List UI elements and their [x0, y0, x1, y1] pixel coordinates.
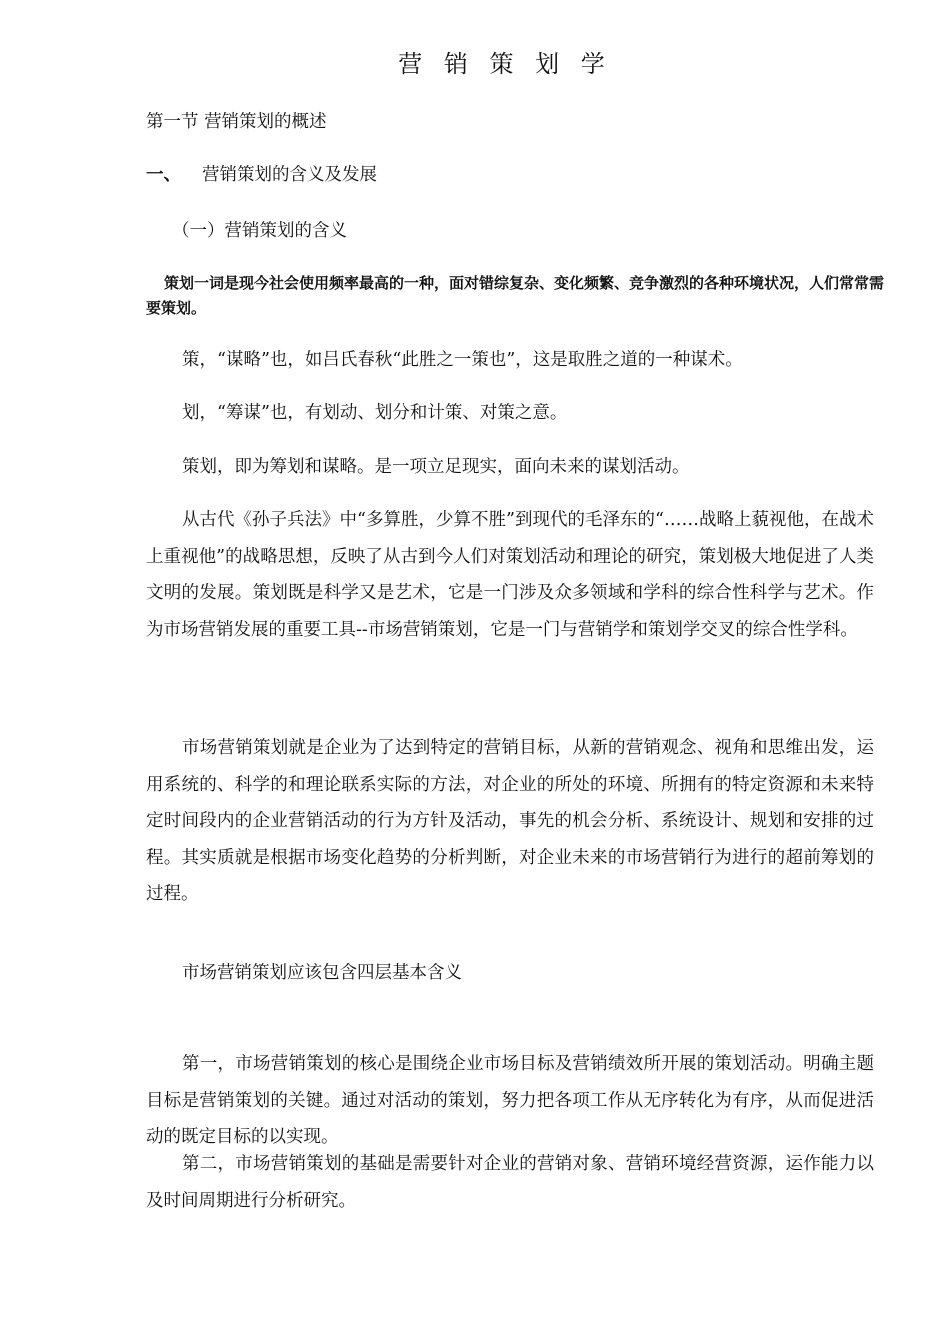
chapter-heading-number: 一、 — [146, 165, 181, 185]
paragraph: 划，“筹谋”也，有划动、划分和计策、对策之意。 — [182, 403, 568, 423]
document-title: 营 销 策 划 学 — [398, 50, 612, 78]
subsection-heading: （一）营销策划的含义 — [172, 221, 347, 241]
paragraph: 策划，即为筹划和谋略。是一项立足现实，面向未来的谋划活动。 — [182, 457, 690, 477]
chapter-heading-text: 营销策划的含义及发展 — [202, 165, 377, 185]
paragraph: 市场营销策划就是企业为了达到特定的营销目标，从新的营销观念、视角和思维出发，运用系统的、科学的和理论联系实际的方法，对企业的所处的环境、所拥有的特定资源和未来特定时间段内的企业营销活动的行为方针及活动，事先的机会分析、系统设计、规划和安排的过程。其实质就是根据市场变化趋势的分析判断，对企业未来的市场营销行为进行的超前筹划的过程。 — [146, 738, 874, 904]
paragraph: 第一，市场营销策划的核心是围绕企业市场目标及营销绩效所开展的策划活动。明确主题目标是营销策划的关键。通过对活动的策划，努力把各项工作从无序转化为有序，从而促进活动的既定目标的以实现。 — [146, 1054, 874, 1147]
intro-paragraph: 策划一词是现今社会使用频率最高的一种，面对错综复杂、变化频繁、竞争激烈的各种环境状况，人们常常需要策划。 — [146, 274, 885, 317]
chapter-heading — [146, 161, 377, 186]
paragraph: 策，“谋略”也，如吕氏春秋“此胜之一策也”，这是取胜之道的一种谋术。 — [182, 350, 743, 370]
paragraph: 第二，市场营销策划的基础是需要针对企业的营销对象、营销环境经营资源，运作能力以及时间周期进行分析研究。 — [146, 1154, 874, 1211]
section-heading: 第一节 营销策划的概述 — [146, 112, 327, 132]
paragraph: 市场营销策划应该包含四层基本含义 — [182, 963, 462, 983]
paragraph: 从古代《孙子兵法》中“多算胜，少算不胜”到现代的毛泽东的“……战略上藐视他，在战术上重视他”的战略思想，反映了从古到今人们对策划活动和理论的研究，策划极大地促进了人类文明的发展。策划既是科学又是艺术，它是一门涉及众多领域和学科的综合性科学与艺术。作为市场营销发展的重要工具--市场营销策划，它是一门与营销学和策划学交叉的综合性学科。 — [146, 510, 874, 640]
